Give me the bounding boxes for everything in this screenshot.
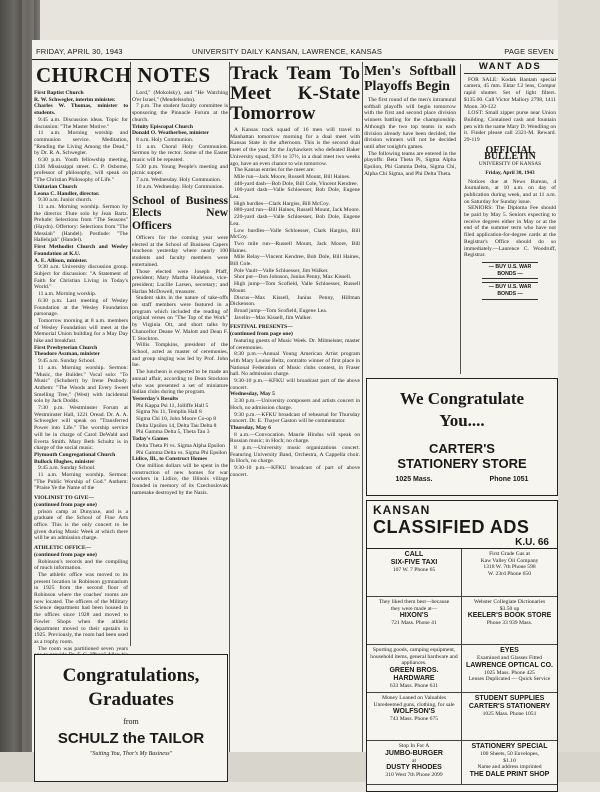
paragraph: 11 a.m. Morning worship. Sermon: "The Public Worship of God." Anthem: "Praise Ye the Name of the (34, 472, 128, 492)
subhead: FESTIVAL PRESENTS— (230, 324, 293, 331)
masthead-date: FRIDAY, APRIL 30, 1943 (36, 47, 123, 56)
ad-line: at (411, 757, 417, 764)
ad-line: HIXON'S (399, 612, 429, 620)
masthead (32, 40, 558, 60)
paragraph: 6:30 p.m. Last meeting of Wesley Foundation at the Wesley Foundation parsonage. (34, 297, 128, 318)
paragraph: High jump—Tom Scofield, Valle Schloesser, Russell Mount. (230, 281, 360, 294)
ad-line: Examined and Glasses Fitted (476, 655, 543, 661)
paragraph: Phi Gamma Delta 5, Theta Tau 3 (136, 429, 210, 436)
congrats-line: Congratulations, (62, 665, 200, 686)
paragraph: 5:30 p.m. Young People's meeting and picnic supper. (132, 163, 228, 177)
tailor-name: SCHULZ the TAILOR (57, 730, 205, 747)
war-bonds-banner: — BUY U.S. WAR BONDS — (482, 282, 538, 299)
paragraph: Student skits in the nature of take-offs on staff members were featured in a program which included the reading of original verses on "The Top of the Work" by Virginia Ott, and short talks by Chancellor Deane W. Malott and Dean F. T. Stockton. (132, 295, 228, 342)
subhead: R. W. Schwegler, interim minister. (34, 96, 116, 103)
schulz-tailor-ad (34, 654, 228, 782)
ad-line: CARTER'S STATIONERY (468, 703, 551, 710)
subhead: Unitarian Church (34, 183, 77, 190)
ad-line: Money Loaned on Valuables (381, 695, 447, 701)
ad-store-name: CARTER'S (429, 441, 495, 456)
paragraph: Tomorrow morning at 8 a.m. members of Wesley Foundation will meet at the Memorial Union building for a May Day hike and breakfast. (34, 317, 128, 345)
subhead: Thursday, May 6 (230, 424, 271, 431)
subhead: Today's Games (132, 436, 169, 443)
carter-congratulations-ad (366, 378, 558, 496)
ad-line: Unredeemed guns, clothing, for sale (373, 701, 455, 708)
newspaper-page (32, 40, 558, 779)
paragraph: 3:30 p.m.—University composers and artists concert in Hoch, no admission charge. (230, 398, 360, 411)
church-column-2 (132, 90, 228, 646)
classified-ad (462, 549, 557, 597)
paragraph: 9:30 a.m. Junior church. (38, 197, 93, 204)
ad-you-line: You.... (439, 411, 485, 430)
ads-bulletin-column (464, 61, 556, 374)
paragraph: 100-yard dash—Valle Schloesser, Bob Dole, Eugene Lea. (230, 187, 360, 201)
paragraph: 11 a.m. Choral Holy Communion. Sermon by the rector. Some of the Easter music will be repeated. (132, 143, 228, 164)
ad-line: Kaw Valley Oil Company (480, 557, 539, 564)
track-headline: Track Team To Meet K-State Tomorrow (230, 63, 360, 124)
ad-line: 743 Mass. Phone 675 (389, 716, 439, 723)
paragraph: 440-yard dash—Bob Dole, Bill Cole, Vincent Kendree. (234, 180, 358, 187)
classified-banner (367, 501, 557, 549)
festival-story (230, 324, 360, 478)
classified-ad (367, 645, 462, 693)
classified-title: CLASSIFIED ADS (373, 517, 530, 537)
paragraph: Officers for the coming year were elected at the School of Business Capers luncheon yesterday where nearly 100 students and faculty members were entertained. (132, 235, 228, 268)
subhead: Theodore Aszman, minister (34, 351, 100, 358)
softball-column (364, 64, 456, 374)
paragraph: 7 p.m. The student faculty committee is sponsoring the Pinnacle Forum at the church. (132, 103, 228, 123)
paragraph: Broad jump—Tom Scofield, Eugene Lea. (234, 307, 328, 314)
masthead-page: PAGE SEVEN (504, 47, 554, 56)
want-ads-list (464, 77, 556, 144)
subhead: Lidice, Ill., to Construct Homes (132, 456, 208, 463)
ad-phone: Phone 1051 (489, 476, 529, 483)
church-items-continued (132, 90, 228, 191)
paragraph: 9:45 a.m. Discussion ideas. Topic for discussion: "The Master Motive." (34, 116, 128, 130)
classified-ad (462, 741, 557, 785)
paragraph: Willis Tompkins, president of the School, acted as master of ceremonies, and group singing was led by Prof. John Ise. (132, 342, 228, 369)
column-rule (362, 62, 363, 752)
right-columns (364, 61, 558, 374)
column-rule (130, 62, 131, 646)
paragraph: The athletic office was moved to its present location in Robinson gymnasium in 1925 from the second floor of Robinson where the coaches' rooms are now located. The officers of the Military Science department had been housed in the offices since 1928 and moved to Fowler Shops when the athletic department moved to their upstairs in 1925. Previously, the room had been used as a trophy room. (34, 571, 128, 645)
athletic-office-story (34, 545, 128, 666)
softball-headline: Men's Softball Playoffs Begin (364, 64, 456, 94)
bulletin-date: Friday, April 30, 1943 (485, 169, 535, 176)
paragraph: Those elected were Joseph Pfaff, president; Mary Martha Hudelson, vice-president; Lucille Larsen, secretary; and Harlan McDowell, treasurer. (132, 268, 228, 295)
bulletin-headline: OFFICIAL BULLETIN (484, 144, 536, 163)
ad-line: GREEN BROS. HARDWARE (389, 666, 439, 682)
graduates-line: Graduates (88, 689, 174, 710)
paragraph: FOR SALE: Kodak Bantam special camera, 45 mm. Ektar f.2 lens, Compur rapid shutter. Set of light filters. $135.00. Call Victor Mallory 2798, 1411 Moon. 30-122 (464, 76, 556, 110)
classified-ad (462, 597, 557, 645)
paragraph: The following teams are entered in the playoffs: Beta Theta Pi, Sigma Alpha Epsilon, Phi Gamma Delta, Sigma Chi, Alpha Chi Sigma, and Phi Delta Theta. (364, 150, 456, 177)
paragraph: 9:30 a.m. University discussion group. Subject for discussion: "A Statement of Faith for Christian Living in Today's World." (34, 264, 128, 291)
subhead: First Baptist Church (34, 90, 84, 96)
paragraph: Mile Relay—Vincent Kendree, Bob Dole, Bill Haines, Bill Cole. (230, 254, 360, 268)
ad-line: $1.10 (503, 757, 516, 764)
ad-store-contact (367, 476, 557, 483)
church-column-1 (34, 90, 128, 652)
subhead: Charles W. Thomas, minister to students. (34, 103, 128, 117)
subhead: Plymouth Congregational Church (34, 451, 116, 458)
subhead: A. E. Allison, minister. (34, 257, 88, 264)
paragraph: Javelin—Max Kissell, Jim Walker. (234, 314, 312, 321)
school-business-headline: School of Business Elects New Officers (132, 194, 228, 232)
paragraph: prison camp at Dunyaxe, and is a graduate of the School of Fine Arts office. This is the only concert to be given during Music Week at which there will be an admission charge. (34, 508, 128, 542)
paragraph: featuring guests of Music Week. Dr. Milmeister, master of ceremonies. (230, 337, 360, 351)
subhead: Bullock Hughes, minister (34, 458, 95, 465)
ad-line: WOLFSON'S (392, 708, 436, 716)
classified-ad (367, 597, 462, 645)
paragraph: 8 p.m.—University music organizations concert. Featuring University Band, Orchestra, A Cappella choir. In Hoch, no charge. (230, 445, 360, 465)
paragraph: Low hurdles—Valle Schloesser, Clark Hargiss, Bill McCoy. (230, 227, 360, 241)
ad-line: SIX-FIVE TAXI (390, 559, 438, 566)
war-bonds-banner: — BUY U.S. WAR BONDS — (482, 262, 538, 279)
subhead: First Presbyterian Church (34, 344, 98, 351)
paragraph: SENIORS: The Diploma Fee should be paid by May 5. Seniors expecting to receive degrees either in May or at the end of the summer term who have not filed application-for-degree cards at the Registrar's Office should do so immediately.—Laurence C. Woodruff, Registrar. (464, 205, 556, 259)
ad-line: JUMBO-BURGER (385, 749, 443, 757)
ad-line: Stop In For A (398, 743, 430, 749)
ad-line: 721 Mass. Phone 41 (391, 620, 437, 627)
ad-line: Lenses Duplicated — Quick Service (468, 676, 551, 683)
ad-line: LAWRENCE OPTICAL CO. (466, 661, 553, 669)
ad-line: Phone 33 939 Mass. (486, 620, 533, 627)
ad-line: $3.50 up (499, 605, 520, 612)
ad-line: Webster Collegiate Dictionaries (473, 599, 546, 605)
paragraph: The luncheon is expected to be made an annual affair, according to Dean Stockton who was presented a set of miniature Indian clubs during the program. (132, 369, 228, 396)
ad-line: they were made at— (390, 605, 438, 612)
ad-congrats-line: We Congratulate (399, 389, 525, 408)
classified-title-kansan: KANSAN (373, 503, 431, 517)
ad-line: Sporting goods, camping equipment, household items, general hardware and appliances. (370, 647, 458, 667)
classified-ad (462, 693, 557, 741)
scan-margin-right (558, 0, 600, 782)
subhead: Donald O. Weatherbee, minister (132, 130, 210, 137)
ad-line: They liked them best—because (378, 599, 450, 605)
subhead: First Methodist Church and Wesley Foundation at K.U. (34, 244, 128, 257)
paragraph: The Kansas entries for the meet are: (234, 167, 315, 174)
paragraph: Sigma Chi 10, John Moore Co-op 8 (136, 416, 217, 423)
ad-address: 1025 Mass. (395, 476, 433, 483)
paragraph: Shot put—Don Johnson, Junius Penny, Max Kissell. (234, 274, 352, 281)
tailor-slogan: "Suiting You, Thor's My Business" (89, 751, 173, 757)
paragraph: Sigma Nu 11, Templin Hall 8 (136, 409, 202, 416)
track-story (230, 127, 360, 321)
ad-line: 310 West 7th Phone 2099 (385, 772, 443, 779)
subhead: ATHLETIC OFFICE— (34, 545, 92, 552)
ad-store-name-2: STATIONERY STORE (397, 456, 527, 471)
ad-line: 1318 W. 7th Phone 598 (483, 564, 536, 571)
ad-line: DUSTY RHODES (386, 764, 442, 772)
ad-line: 107 W. 7 Phone 65 (392, 567, 436, 573)
paragraph: Robinson's records and the compiling of much information. (34, 558, 128, 572)
paragraph: 9:45 a.m. Sunday School. (38, 465, 96, 472)
paragraph: Delta Upsilon 14, Delta Tau Delta 8 (136, 422, 217, 429)
paragraph: 8 a.m.—Convocation. Maurie Hindus will speak on Russian music; in Hoch; no charge. (230, 431, 360, 445)
from-line: from (123, 717, 139, 726)
masthead-paper: UNIVERSITY DAILY KANSAN, LAWRENCE, KANSAS (192, 47, 383, 56)
paragraph: Lord," (Mokolsky), and "He Watching O'er Israel," (Mendelssohn). (132, 90, 228, 103)
paragraph: 11 a.m. Morning worship. (38, 291, 97, 298)
ad-line: First Grade Gas at (489, 551, 530, 557)
ad-line: STATIONERY SPECIAL (471, 743, 548, 750)
paragraph: 11 a.m. Morning worship and communion service. Meditation, "Rending the Living Among the Dead," by Dr. R. A. Schwegler. (34, 130, 128, 157)
paragraph: 8 a.m. Holy Communion. (136, 136, 194, 143)
subhead: Leona C. Handler, director. (34, 190, 100, 197)
ad-line: W. 23rd Phone 650 (488, 570, 531, 577)
paragraph: 7:30 p.m. Westminster Forum at Westminster Hall, 1221 Oread. Dr. A. A. Schwegler will speak on "Transferred Power into Life." The worship service will be in charge of Carol DeWald and Everta Smith. Mary Beth Schultz is in charge of the social music. (34, 405, 128, 452)
classified-ad (367, 741, 462, 785)
subhead: Trinity Episcopal Church (132, 123, 194, 130)
paragraph: Two mile run—Russell Mount, Jack Moore, Bill Haines. (230, 240, 360, 254)
softball-story (364, 97, 456, 177)
paragraph: High hurdles—Clark Hargiss, Bill McCoy. (234, 200, 330, 207)
ad-line: KEELER'S BOOK STORE (467, 612, 552, 620)
ad-line: CALL (404, 551, 424, 558)
ad-line: 1025 Mass. Phone 1051 (482, 711, 537, 717)
violinist-story (34, 495, 128, 542)
subhead: Wednesday, May 5 (230, 391, 275, 398)
paragraph: 9:30-10 p.m.—KFKU broadcast of part of above concert. (230, 465, 360, 478)
paragraph: 7 a.m. Wednesday. Holy Communion. (136, 177, 222, 184)
paragraph: The first round of the men's intramural softball playoffs will begin tomorrow with the first and second place division winners battling for the championship. Although the two top teams in each division already have been decided, the division winners will not be decided until after tonight's games. (364, 97, 456, 150)
subhead: (continued from page one) (230, 331, 293, 338)
paragraph: 880-yard run—Bill Haines, Russell Mount, Jack Moore. (234, 207, 360, 214)
want-ads-headline: WANT ADS (464, 64, 556, 74)
paragraph: 220-yard dash—Valle Schloesser, Bob Dole, Eugene Lea. (230, 214, 360, 227)
ad-line: 1025 Mass. Phone 425 (484, 669, 535, 676)
paragraph: LOST: Small zipper purse near Union Building. Contained cash and fountain pen with the name Mary D. Wendling on it. Finder please call 2321-M. Reward. 29-119 (464, 110, 556, 144)
paragraph: 9:30 p.m.—KFKU broadcast of rehearsal for Thursday concert. Dr. E. Thayer Gaston will be commentator. (230, 411, 360, 425)
ad-line: STUDENT SUPPLIES (474, 695, 545, 702)
paragraph: A Kansas track squad of 16 men will travel to Manhattan tomorrow morning for a dual meet with Kansas State in the afternoon. This is the second dual meet of the year for the Jayhawkers who defeated Baker University squad, 93½ to 37½, in a dual meet two weeks ago, have an even chance to win tomorrow. (230, 127, 360, 167)
paragraph: The room was partitioned seven years (38, 645, 128, 652)
paragraph: 11 a.m. Morning worship. Sermon: "Music, the Builder." Vocal solo: "To Music" (Schubert) by Irene Peabody. Anthem: "The Woods and Every Sweet Smelling Tree," (West) with incidental solo by Jack Dodds. (34, 364, 128, 405)
paragraph: One million dollars will be spent in the construction of new homes for war workers in Lidice, the Illinois village founded in memory of its Czechoslovak namesake destroyed by the Nazis. (132, 462, 228, 496)
paragraph: Phi Kappa Psi 11, Jolliffe Hall 5 (136, 402, 209, 409)
ad-line: 100 Sheets, 50 Envelopes, (480, 751, 539, 757)
paragraph: 11 a.m. Morning worship. Sermon by the director. Flute solo by Jean Bartz. Prelude: Selections from "The Seasons" (Haydn). Offertory: Selections from "The Messiah" (Handel). Postlude: "The Hallelujah" (Handel). (34, 203, 128, 244)
church-notes-headline: CHURCH NOTES (36, 63, 211, 87)
classified-grid (367, 549, 557, 785)
subhead: VIOLINIST TO GIVE— (34, 495, 95, 502)
paragraph: Phi Gamma Delta vs. Sigma Phi Epsilon (136, 449, 227, 456)
paragraph: 8:30 p.m.—Annual Young American Artist program with Mary Louise Beltz, contralto winner of first place in National Federation of Music clubs contest, in Fraser hall. No admission charge. (230, 351, 360, 378)
paragraph: 10 a.m. Wednesday. Holy Communion. (136, 183, 224, 190)
paragraph: 6:30 p.m. Youth fellowship meeting, 1336 Mississippi street. C. P. Osborne, professor of philosophy, will speak on "The Christian Philosophy of Life." (34, 157, 128, 184)
subhead: (continued from page one) (34, 501, 97, 508)
ad-line: Name and address imprinted (477, 764, 542, 771)
classified-number: K.U. 66 (515, 537, 549, 548)
ad-line: 633 Mass. Phone 631 (389, 682, 439, 689)
church-items (34, 90, 128, 492)
classified-ad (367, 549, 462, 597)
paragraph: Pole Vault—Valle Schloesser, Jim Walker. (234, 267, 329, 274)
paragraph: 9:30-10 p.m.—KFKU will broadcast part of the above concert. (230, 378, 360, 391)
column-rule (460, 64, 461, 374)
paragraph: Discus—Max Kissell, Junius Penny, Hillman Dickenson. (230, 294, 360, 308)
paragraph: Delta Theta Pi vs. Sigma Alpha Epsilon (136, 442, 225, 449)
ad-line: THE DALE PRINT SHOP (469, 770, 550, 778)
classified-ad (367, 693, 462, 741)
subhead: (continued from page one) (34, 551, 97, 558)
school-business-story (132, 235, 228, 496)
paragraph: Mile run—Jack Moore, Russell Mount, Bill Haines. (234, 173, 351, 180)
classified-ad (462, 645, 557, 693)
ad-line: EYES (500, 647, 519, 654)
track-column (230, 64, 360, 736)
subhead: Yesterday's Results (132, 395, 179, 402)
paragraph: Notices due at News Bureau, 4 Journalism, at 10 a.m. on day of publication during week, and at 11 a.m. on Saturday for Sunday issue. (464, 178, 556, 205)
paragraph: 9:45 a.m. Sunday School. (38, 358, 96, 365)
bulletin-sub: UNIVERSITY OF KANSAS (478, 161, 542, 168)
kansan-classified-ads (366, 500, 558, 792)
bulletin-notes (464, 179, 556, 259)
